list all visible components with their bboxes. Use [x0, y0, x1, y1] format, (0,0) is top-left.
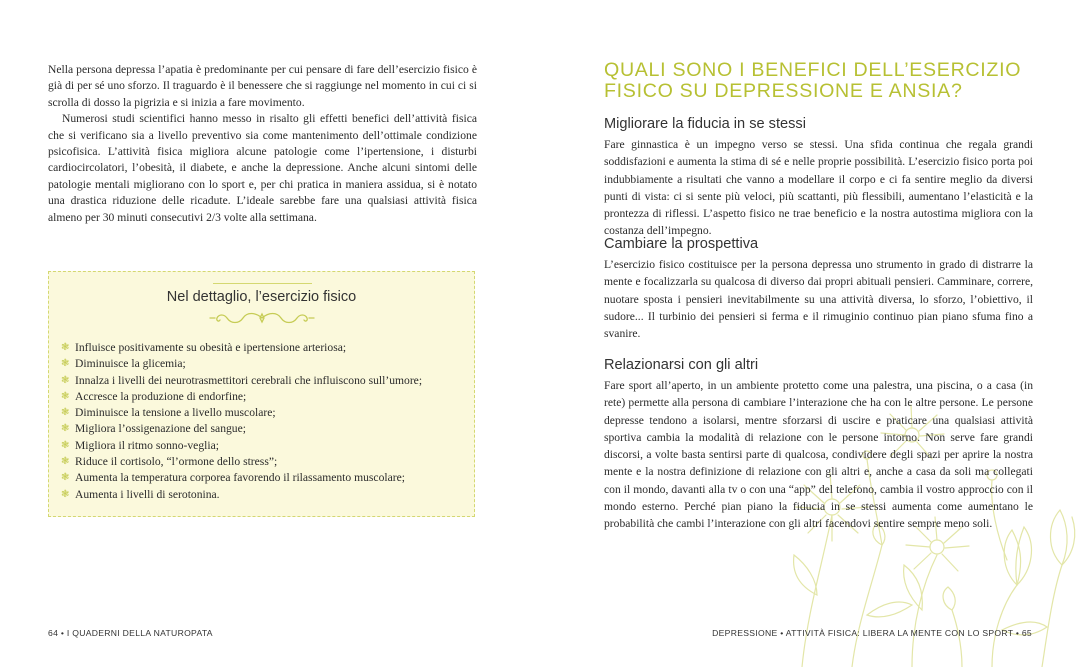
section-title: Cambiare la prospettiva	[604, 236, 759, 252]
list-item-text: Riduce il cortisolo, “l’ormone dello stress”;	[75, 455, 278, 469]
section-body: Fare sport all’aperto, in un ambiente protetto come una palestra, una piscina, o a casa (in rete) permette alla persona di cambiare l’interazione che ha con le altre persone. Le persone depresse tendono a isolarsi, mentre sforzarsi di uscire e praticare una qualsiasi attività sportiva cambia la modalità di relazione con le persone intorno. Non serve fare grandi discorsi, a volte basta sentirsi parte di qualcosa, condividere degli spazi per aprire la nostra mente e la nostra definizione di relazione con gli altri e, anche a casa da soli ma collegati con il mondo, davanti alla tv o con una “app” del telefono, cambia il vostro approccio con il mondo esterno. Perché pian piano la fiducia in se stessi aumenta come aumentano le probabilità che cambi l’interazione con gli altri facendovi sentire sempre meno soli.	[604, 379, 1033, 531]
list-item-text: Diminuisce la tensione a livello muscolare;	[75, 406, 276, 420]
list-item	[61, 389, 422, 405]
flower-bullet-icon: ❃	[61, 407, 70, 419]
section-title: Relazionarsi con gli altri	[604, 357, 759, 373]
list-item	[61, 421, 422, 437]
list-item	[61, 454, 422, 470]
list-item	[61, 438, 422, 454]
right-page	[540, 0, 1080, 667]
list-item-text: Migliora l’ossigenazione del sangue;	[75, 422, 246, 436]
page-heading: QUALI SONO I BENEFICI DELL’ESERCIZIO FISICO SU DEPRESSIONE E ANSIA?	[604, 59, 1022, 102]
flower-bullet-icon: ❃	[61, 439, 70, 451]
benefit-list	[61, 340, 422, 503]
flower-bullet-icon: ❃	[61, 472, 70, 484]
list-item-text: Diminuisce la glicemia;	[75, 357, 186, 371]
section-body: Fare ginnastica è un impegno verso se stessi. Una sfida continua che regala grandi soddisfazioni e aumenta la stima di sé e nelle proprie possibilità. L’esercizio fisico porta poi indubbiamente a risultati che vanno a modellare il corpo e ci fa sentire meglio da diversi punti di vista: ci si sente più veloci, più scattanti, più flessibili, aumentano l’elasticità e la prontezza di riflessi. L’aspetto fisico ne trae beneficio e la nostra autostima migliora con la costanza dell’impegno.	[604, 138, 1033, 238]
list-item	[61, 340, 422, 356]
intro-text	[48, 62, 477, 226]
section-title: Migliorare la fiducia in se stessi	[604, 116, 806, 132]
list-item	[61, 470, 422, 486]
list-item-text: Aumenta i livelli di serotonina.	[75, 487, 220, 501]
footer-left: 64 • I QUADERNI DELLA NATUROPATA	[48, 628, 213, 638]
box-top-rule	[213, 283, 312, 284]
box-title: Nel dettaglio, l’esercizio fisico	[166, 289, 357, 305]
list-item-text: Aumenta la temperatura corporea favorendo il rilassamento muscolare;	[75, 471, 405, 485]
flower-bullet-icon: ❃	[61, 390, 70, 402]
flower-bullet-icon: ❃	[61, 358, 70, 370]
list-item-text: Innalza i livelli dei neurotrasmettitori cerebrali che influiscono sull’umore;	[75, 373, 423, 387]
list-item	[61, 487, 422, 503]
list-item-text: Migliora il ritmo sonno-veglia;	[75, 438, 219, 452]
list-item	[61, 373, 422, 389]
section-body: L’esercizio fisico costituisce per la persona depressa uno strumento in grado di distrarre la mente e focalizzarla su qualcosa di diverso dai propri abituali pensieri. Camminare, correre, nuotare sposta i pensieri inevitabilmente su una attività diversa, lo sforzo, l’obiettivo, il sudore... Il turbinio dei pensieri si ferma e il rimuginio continuo pian piano sfuma fino a svanire.	[604, 258, 1033, 341]
flower-bullet-icon: ❃	[61, 488, 70, 500]
flower-bullet-icon: ❃	[61, 374, 70, 386]
footer-right: DEPRESSIONE • ATTIVITÀ FISICA: LIBERA LA MENTE CON LO SPORT • 65	[712, 628, 1032, 638]
flower-bullet-icon: ❃	[61, 456, 70, 468]
list-item-text: Accresce la produzione di endorfine;	[75, 389, 247, 403]
detail-box	[48, 271, 475, 517]
list-item	[61, 405, 422, 421]
flourish-icon	[207, 310, 317, 326]
list-item-text: Influisce positivamente su obesità e ipertensione arteriosa;	[75, 341, 347, 354]
intro-paragraph: Numerosi studi scientifici hanno messo in risalto gli effetti benefici dell’attività fisica che si verificano sia a livello preventivo sia come mantenimento dell’ottimale condizione psicofisica. L’attività fisica migliora alcune patologie come l’ipertensione, i disturbi cardiocircolatori, l’obesità, il diabete, e anche la depressione. Anche alcuni sintomi delle patologie mentali migliorano con lo sport e, per chi pratica in maniera assidua, si è notato una drastica riduzione delle ricadute. L’ideale sarebbe fare una qualsiasi attività fisica almeno per 30 minuti consecutivi 2/3 volte alla settimana.	[48, 112, 477, 224]
list-item	[61, 356, 422, 372]
flower-bullet-icon: ❃	[61, 423, 70, 435]
intro-paragraph: Nella persona depressa l’apatia è predominante per cui pensare di fare dell’esercizio fisico è già di per sé uno sforzo. Il traguardo è il benessere che si raggiunge nel momento in cui ci si scrolla di dosso la pigrizia e si inizia a fare movimento.	[48, 63, 477, 109]
flower-bullet-icon: ❃	[61, 342, 70, 353]
